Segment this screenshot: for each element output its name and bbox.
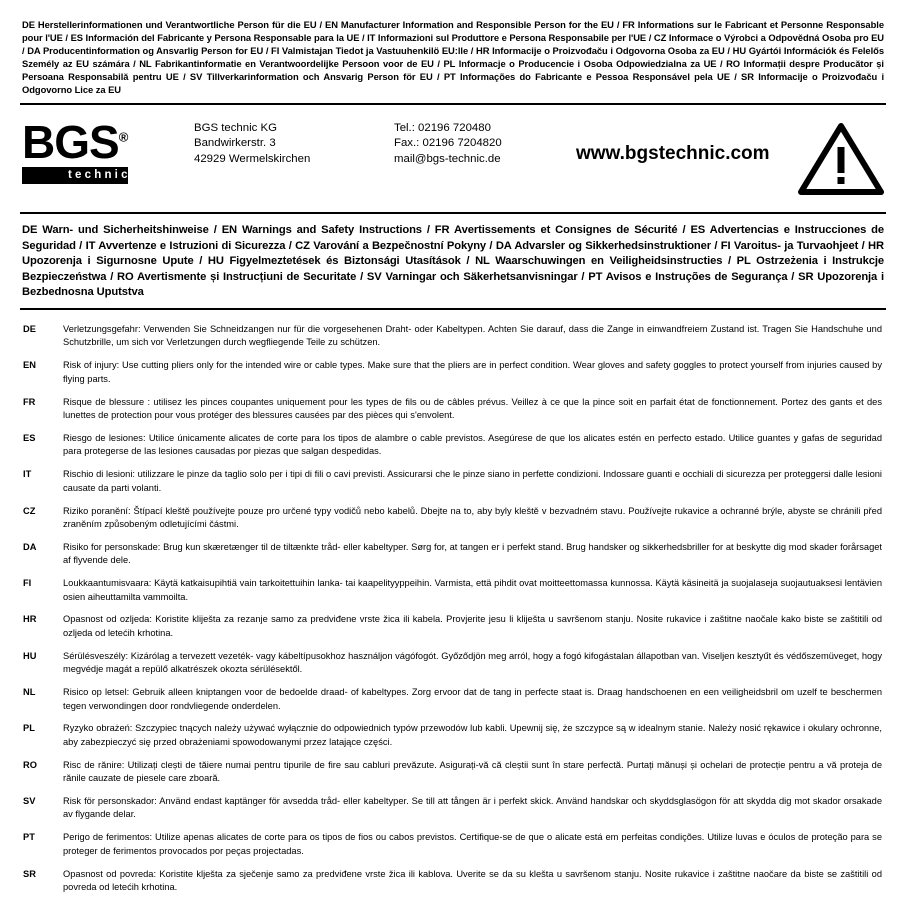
language-code: RO — [23, 759, 37, 770]
list-item — [22, 868, 884, 895]
language-text: Opasnost od ozljeda: Koristite kliješta za rezanje samo za predviđene vrste žica ili kabela. Provjerite jesu li kliješta u savršenom stanju. Nosite rukavice i zaštitne naočale kako biste se zaštitili od ozljeda od letećih krhotina. — [63, 614, 882, 638]
language-text: Risc de rănire: Utilizați clești de tăiere numai pentru tipurile de fire sau cabluri prevăzute. Asigurați-vă că cleștii sunt în stare perfectă. Purtați mănuși și ochelari de protecție pentru a vă proteja de rănile cauzate de piesele care zboară. — [63, 759, 882, 784]
language-text: Loukkaantumisvaara: Käytä katkaisupihtiä vain tarkoitettuihin lanka- tai kaapelityyppeihin. Varmista, että pihdit ovat moitteettomassa kunnossa. Käytä käsineitä ja suojalaseja suojautuaksesi lentävien osien aiheuttamilta vammoilta. — [63, 578, 882, 602]
language-text: Riesgo de lesiones: Utilice únicamente alicates de corte para los tipos de alambre o cable previstos. Asegúrese de que los alicates estén en perfecto estado. Utilice guantes y gafas de seguridad para protegerse de las lesiones causadas por piezas que salgan despedidas. — [63, 432, 882, 457]
list-item — [22, 432, 884, 459]
warning-triangle-icon — [798, 117, 884, 195]
company-website[interactable]: www.bgstechnic.com — [576, 143, 770, 164]
language-code: PT — [23, 832, 35, 843]
company-address — [194, 117, 394, 167]
language-text: Verletzungsgefahr: Verwenden Sie Schneidzangen nur für die vorgesehenen Draht- oder Kabeltypen. Achten Sie darauf, dass die Zange in einwandfreiem Zustand ist. Tragen Sie Handschuhe und Schutzbrille, um sich vor Verletzungen durch wegfliegende Teile zu schützen. — [63, 323, 882, 348]
language-code: SR — [23, 868, 36, 879]
language-text: Perigo de ferimentos: Utilize apenas alicates de corte para os tipos de fios ou cabos previstos. Certifique-se de que o alicate está em perfeitas condições. Utilize luvas e óculos de proteção para se proteger de ferimentos provocados por peças projectadas. — [63, 832, 882, 856]
language-text: Risque de blessure : utilisez les pinces coupantes uniquement pour les types de fils ou de câbles prévus. Veillez à ce que la pince soit en parfait état de fonctionnement. Portez des gants et des lunettes de protection pour vous protéger des blessures causées par des pièces qui s'envolent. — [63, 396, 882, 420]
registered-trademark-icon: ® — [118, 129, 129, 145]
bgs-logo-subtitle: technic — [22, 167, 128, 184]
language-text: Risiko for personskade: Brug kun skæretænger til de tiltænkte tråd- eller kabeltyper. Sørg for, at tangen er i perfekt stand. Brug handsker og sikkerhedsbriller for at beskytte dig mod skader forårsaget af flyvende dele. — [63, 541, 882, 566]
company-name: BGS technic KG — [194, 122, 277, 134]
list-item — [22, 323, 884, 350]
bgs-logo-word: BGS — [22, 116, 119, 168]
language-code: NL — [23, 687, 36, 698]
language-code: SV — [23, 796, 36, 807]
bgs-logo — [22, 117, 194, 184]
list-item — [22, 795, 884, 822]
language-code: DE — [23, 323, 36, 334]
language-text: Risk of injury: Use cutting pliers only for the intended wire or cable types. Make sure that the pliers are in perfect condition. Wear gloves and safety goggles to protect yourself from injuries caused by flying parts. — [63, 360, 882, 384]
list-item — [22, 505, 884, 532]
language-code: HR — [23, 614, 37, 625]
list-item — [22, 577, 884, 604]
language-text: Rischio di lesioni: utilizzare le pinze da taglio solo per i tipi di fili o cavi previsti. Assicurarsi che le pinze siano in perfette condizioni. Indossare guanti e occhiali di sicurezza per proteggersi dalle lesioni causate da parti volanti. — [63, 469, 882, 493]
manufacturer-info-block: DE Herstellerinformationen und Verantwortliche Person für die EU / EN Manufacturer Information and Responsible Person for the EU / FR Informations sur le Fabricant et Personne Responsable pour l'UE / ES Información del Fabricante y Persona Responsable para la UE / IT Informazioni sul Produttore e Persona Responsabile per l'UE / CZ Informace o Výrobci a Odpovědná Osoba pro EU / DA Producentinformation og Ansvarlig Person for EU / FI Valmistajan Tiedot ja Vastuuhenkilö EU:lle / HR Informacije o Proizvođaču i Odgovorna Osoba za EU / HU Gyártói Információk és Felelős Személy az EU számára / NL Fabrikantinformatie en Verantwoordelijke Persoon voor de EU / PL Informacje o Producencie i Osoba Odpowiedzialna za UE / RO Informații despre Producător și Persoana Responsabilă pentru UE / SV Tillverkarinformation och Ansvarig Person för EU / PT Informações do Fabricante e Pessoa Responsável pela UE / SR Informacije o Proizvođaču i Odgovorno Lice za EU — [22, 19, 884, 95]
list-item — [22, 541, 884, 568]
list-item — [22, 613, 884, 640]
company-city: 42929 Wermelskirchen — [194, 152, 311, 165]
bgs-logo-text — [22, 116, 129, 168]
language-instructions-list — [20, 323, 886, 895]
language-code: EN — [23, 360, 36, 371]
company-contact — [394, 117, 570, 167]
language-code: DA — [23, 541, 37, 552]
language-code: CZ — [23, 505, 36, 516]
company-email[interactable]: mail@bgs-technic.de — [394, 152, 501, 165]
language-code: FI — [23, 578, 32, 589]
language-code: ES — [23, 432, 36, 443]
list-item — [22, 359, 884, 386]
list-item — [22, 396, 884, 423]
language-code: IT — [23, 469, 32, 480]
company-header-row — [20, 105, 886, 205]
language-code: FR — [23, 396, 36, 407]
warnings-heading: DE Warn- und Sicherheitshinweise / EN Warnings and Safety Instructions / FR Avertissements et Consignes de Sécurité / ES Advertencias e Instrucciones de Seguridad / IT Avvertenze e Istruzioni di Sicurezza / CZ Varování a Bezpečnostní Pokyny / DA Advarsler og Sikkerhedsinstruktioner / FI Varoitus- ja Turvaohjeet / HR Upozorenja i Sigurnosne Upute / HU Figyelmeztetések és Biztonsági Utasítások / NL Waarschuwingen en Veiligheidsinstructies / PL Ostrzeżenia i Instrukcje Bezpieczeństwa / RO Avertismente și Instrucțiuni de Securitate / SV Varningar och Säkerhetsanvisningar / PT Avisos e Instruções de Segurança / SR Upozorenja i Bezbednosna Uputstva — [22, 224, 884, 299]
list-item — [22, 831, 884, 858]
company-tel: Tel.: 02196 720480 — [394, 122, 491, 134]
language-text: Opasnost od povreda: Koristite klještа za sječenje samo za predviđene vrste žica ili kablova. Uverite se da su kleštа u savršenom stanju. Nosite rukavice i zaštitne naočare da biste se zaštitili od povreda od letećih krhotina. — [63, 868, 882, 893]
list-item — [22, 722, 884, 749]
language-text: Ryzyko obrażeń: Szczypiec tnących należy używać wyłącznie do odpowiednich typów przewodów lub kabli. Upewnij się, że szczypce są w idealnym stanie. Należy nosić rękawice i okulary ochronne, aby zabezpieczyć się przed obrażeniami spowodowanymi przez latające części. — [63, 723, 882, 747]
language-text: Risico op letsel: Gebruik alleen kniptangen voor de bedoelde draad- of kabeltypes. Zorg ervoor dat de tang in perfecte staat is. Draag handschoenen en een veiligheidsbril om uzelf te beschermen tegen verwondingen door rondvliegende onderdelen. — [63, 687, 882, 711]
language-text: Sérülésveszély: Kizárólag a tervezett vezeték- vagy kábeltípusokhoz használjon vágófogót. Győződjön meg arról, hogy a fogó kifogástalan állapotban van. Viseljen kesztyűt és védőszemüveget, hogy megvédje magát a repülő alkatrészek okozta sérülésektől. — [63, 650, 882, 675]
list-item — [22, 686, 884, 713]
company-street: Bandwirkerstr. 3 — [194, 137, 276, 150]
list-item — [22, 650, 884, 677]
language-text: Riziko poranění: Štípací kleště používejte pouze pro určené typy vodičů nebo kabelů. Dbejte na to, aby byly kleště v bezvadném stavu. Používejte rukavice a ochranné brýle, abyste se chránili před zraněním způsobeným odletujícími částmi. — [63, 505, 882, 529]
list-item — [22, 759, 884, 786]
divider-bottom — [20, 308, 886, 310]
language-code: PL — [23, 723, 35, 734]
language-code: HU — [23, 650, 37, 661]
list-item — [22, 468, 884, 495]
company-fax: Fax.: 02196 7204820 — [394, 137, 502, 150]
language-text: Risk för personskador: Använd endast kaptänger för avsedda tråd- eller kabeltyper. Se till att tången är i perfekt skick. Använd handskar och skyddsglasögon för att skydda dig mot skador orsakade av flygande delar. — [63, 796, 882, 820]
